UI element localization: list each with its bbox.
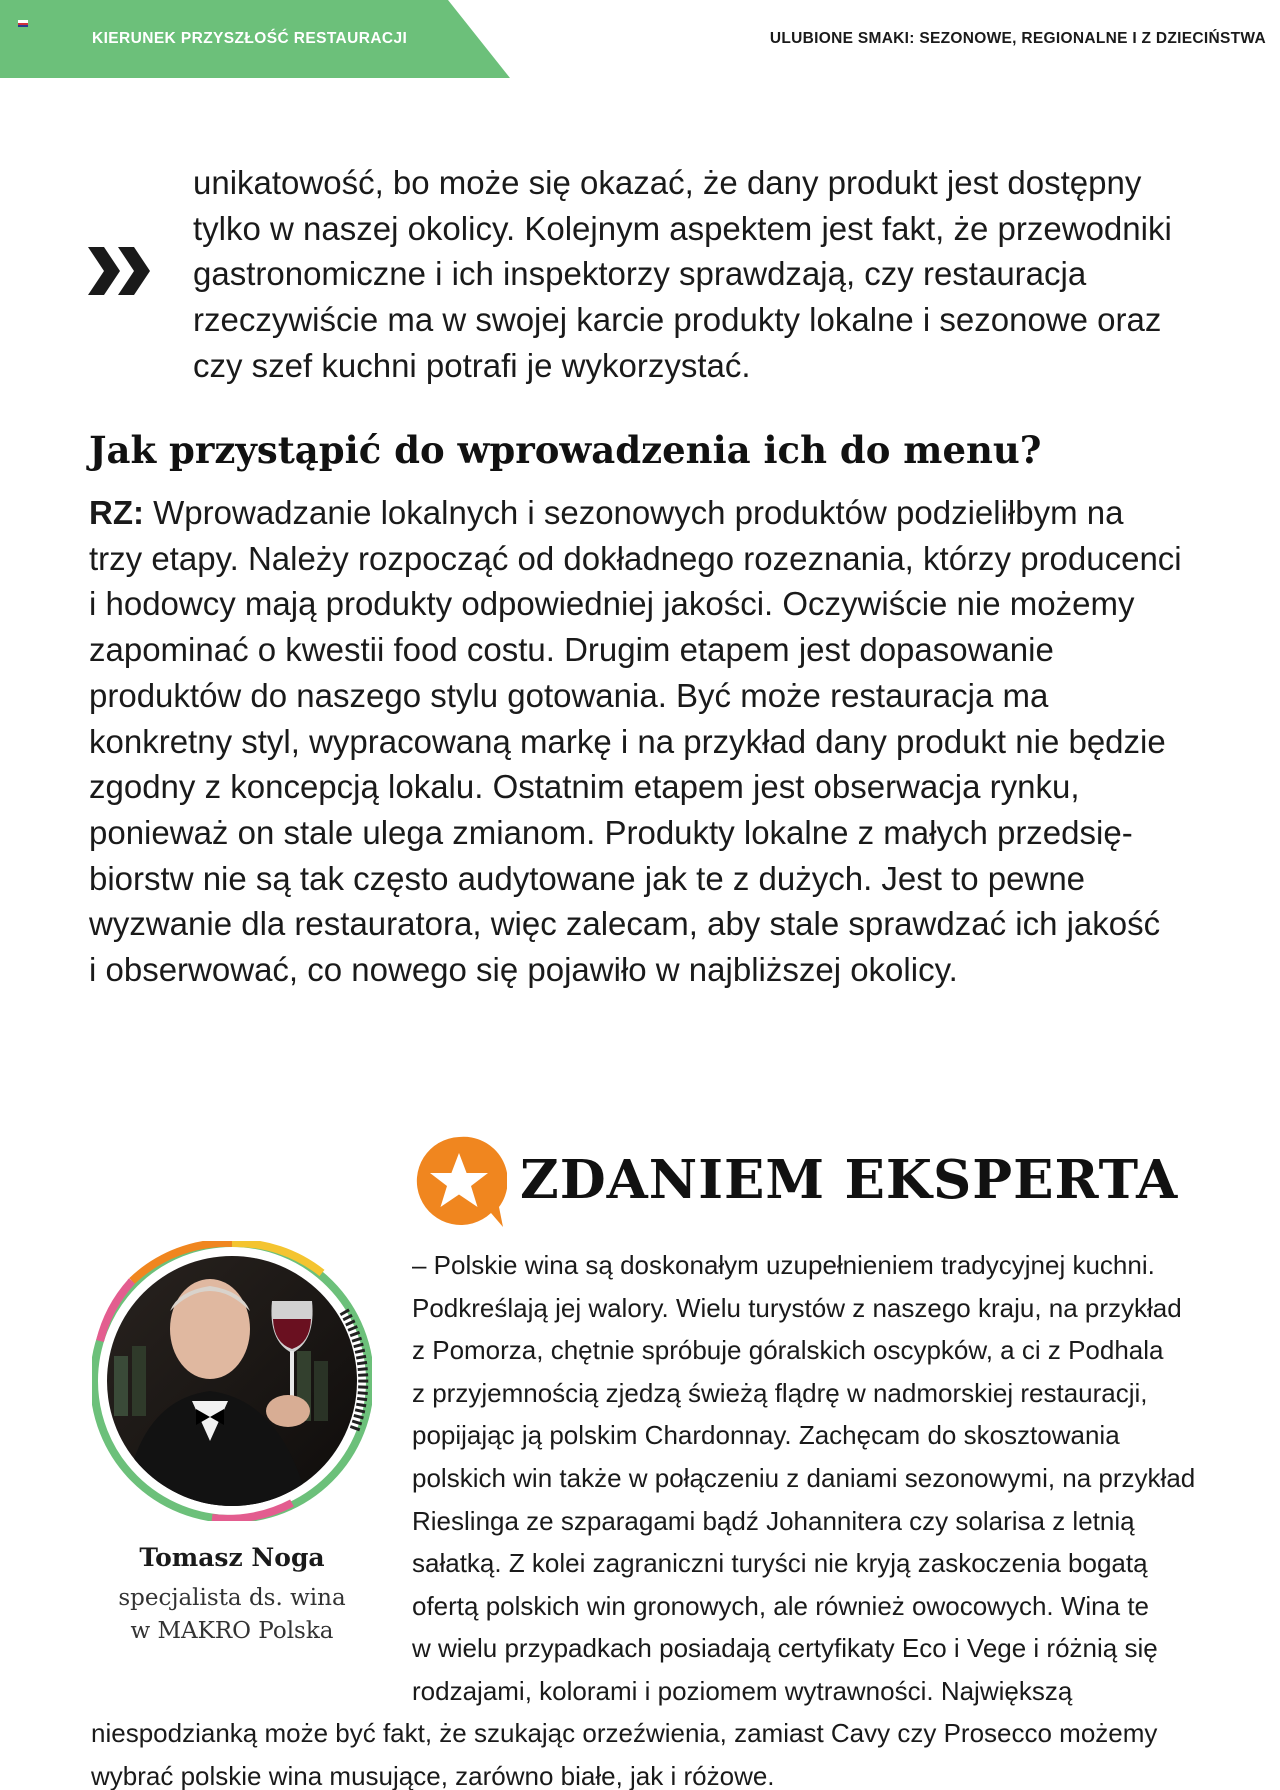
question-heading: Jak przystąpić do wprowadzenia ich do menu? bbox=[89, 428, 1042, 472]
text-line: biorstw nie są tak często audytowane jak te z dużych. Jest to pewne bbox=[89, 859, 1086, 897]
answer-paragraph bbox=[89, 490, 1279, 993]
expert-quote-continued bbox=[91, 1712, 1276, 1790]
text-line: czy szef kuchni potrafi je wykorzystać. bbox=[193, 346, 751, 384]
text-line: ponieważ on stale ulega zmianom. Produkty lokalne z małych przedsię- bbox=[89, 813, 1133, 851]
expert-name: Tomasz Noga bbox=[139, 1543, 325, 1572]
text-line: zgodny z koncepcją lokalu. Ostatnim etapem jest obserwacja rynku, bbox=[89, 768, 1080, 806]
text-line: trzy etapy. Należy rozpocząć od dokładnego rozeznania, którzy producenci bbox=[89, 539, 1182, 577]
double-chevron-icon bbox=[88, 247, 152, 295]
section-label: KIERUNEK PRZYSZŁOŚĆ RESTAURACJI bbox=[92, 30, 408, 47]
expert-role bbox=[92, 1582, 372, 1648]
text-line: – Polskie wina są doskonałym uzupełnieniem tradycyjnej kuchni. bbox=[412, 1250, 1155, 1280]
text-line: ofertą polskich win gronowych, ale również owocowych. Wina te bbox=[412, 1590, 1150, 1621]
text-line: i obserwować, co nowego się pojawiło w najbliższej okolicy. bbox=[89, 951, 958, 989]
text-line: Rieslinga ze szparagami bądź Johannitera czy solarisa z letnią bbox=[412, 1505, 1135, 1536]
text-line: produktów do naszego stylu gotowania. Być może restauracja ma bbox=[89, 676, 1049, 714]
speaker-label: RZ: bbox=[89, 494, 144, 531]
text-line bbox=[89, 490, 1279, 536]
role-line: specjalista ds. wina bbox=[118, 1585, 346, 1611]
star-badge-icon bbox=[411, 1133, 507, 1229]
text-line: w wielu przypadkach posiadają certyfikaty Eco i Vege i różnią się bbox=[412, 1633, 1158, 1664]
expert-quote bbox=[412, 1244, 1272, 1713]
text-line: popijając ją polskim Chardonnay. Zachęcam do skosztowania bbox=[412, 1420, 1120, 1451]
text-line: wybrać polskie wina musujące, zarówno białe, jak i różowe. bbox=[91, 1760, 775, 1790]
text-line: sałatką. Z kolei zagraniczni turyści nie kryją zaskoczenia bogatą bbox=[412, 1548, 1148, 1579]
text-line: rzeczywiście ma w swojej karcie produkty lokalne i sezonowe oraz bbox=[193, 301, 1162, 339]
role-line: w MAKRO Polska bbox=[130, 1618, 334, 1644]
text-line: z Pomorza, chętnie spróbuje góralskich oscypków, a ci z Podhala bbox=[412, 1335, 1164, 1366]
text-line: zapominać o kwestii food costu. Drugim etapem jest dopasowanie bbox=[89, 631, 1054, 669]
expert-portrait bbox=[92, 1241, 372, 1521]
intro-paragraph bbox=[193, 160, 1268, 389]
text-line: niespodzianką może być fakt, że szukając orzeźwienia, zamiast Cavy czy Prosecco możemy bbox=[91, 1718, 1158, 1748]
answer-first-line: Wprowadzanie lokalnych i sezonowych produktów podzieliłbym na bbox=[143, 494, 1124, 531]
text-line: rodzajami, kolorami i poziomem wytrawności. Największą bbox=[412, 1675, 1073, 1706]
text-line: konkretny styl, wypracowaną markę i na przykład dany produkt nie będzie bbox=[89, 722, 1166, 760]
text-line: gastronomiczne i ich inspektorzy sprawdzają, czy restauracja bbox=[193, 255, 1087, 293]
text-line: wyzwanie dla restauratora, więc zalecam, aby stale sprawdzać ich jakość bbox=[89, 905, 1161, 943]
chapter-title: ULUBIONE SMAKI: SEZONOWE, REGIONALNE I Z DZIECIŃSTWA bbox=[769, 30, 1266, 47]
text-line: i hodowcy mają produkty odpowiedniej jakości. Oczywiście nie możemy bbox=[89, 585, 1135, 623]
expert-section-title: ZDANIEM EKSPERTA bbox=[520, 1149, 1179, 1211]
text-line: polskich win także w połączeniu z daniami sezonowymi, na przykład bbox=[412, 1462, 1196, 1493]
text-line: z przyjemnością zjedzą świeżą flądrę w nadmorskiej restauracji, bbox=[412, 1377, 1148, 1408]
text-line: unikatowość, bo może się okazać, że dany produkt jest dostępny bbox=[193, 164, 1142, 201]
flag-icon bbox=[18, 20, 28, 27]
text-line: tylko w naszej okolicy. Kolejnym aspektem jest fakt, że przewodniki bbox=[193, 209, 1172, 247]
text-line: Podkreślają jej walory. Wielu turystów z naszego kraju, na przykład bbox=[412, 1292, 1182, 1323]
